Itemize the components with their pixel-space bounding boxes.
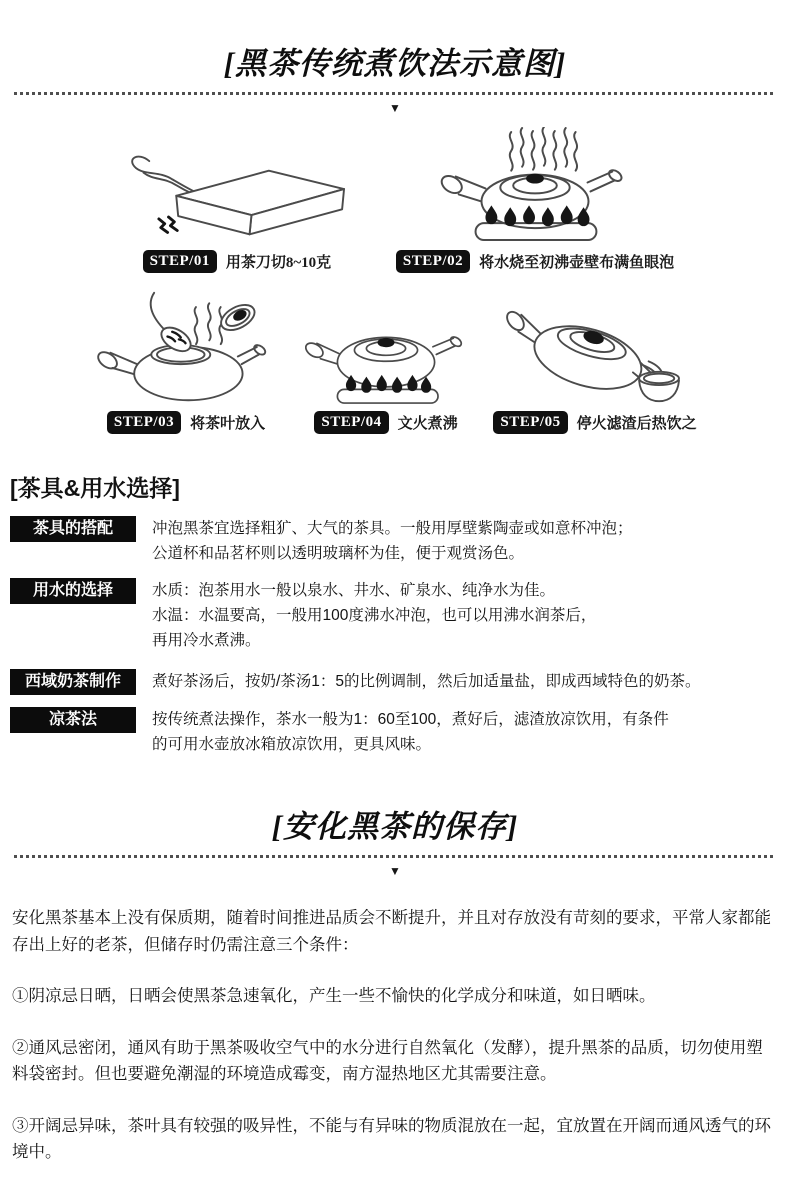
storage-section [0,809,790,1200]
teaware-badge-water: 用水的选择 [10,578,136,604]
teaware-badge-pairing: 茶具的搭配 [10,516,136,542]
text-line: 水温：水温要高，一般用100度沸水冲泡，也可以用沸水润茶后， [152,607,597,624]
floating-lid [217,300,259,335]
step-1-caption: 用茶刀切8~10克 [225,255,332,271]
brewing-section [0,46,790,434]
step-3-badge: STEP/03 [107,411,181,434]
kettle-boiling-on-stove-illustration [426,127,644,244]
text-line: 冲泡黑茶宜选择粗犷、大气的茶具。一般用厚壁紫陶壶或如意杯冲泡； [152,520,633,537]
dotted-divider [14,855,776,858]
teaware-row-water [0,578,790,653]
steps-row-2 [0,289,790,434]
text-line: 水质：泡茶用水一般以泉水、井水、矿泉水、纯净水为佳。 [152,582,556,599]
step-5-badge: STEP/05 [493,411,567,434]
text-line: 按传统煮法操作，茶水一般为1：60至100，煮好后，滤渣放凉饮用，有条件 [152,711,669,728]
storage-section-title: [安化黑茶的保存] [271,809,519,844]
teaware-text-cold-tea [152,707,669,757]
step-4-badge: STEP/04 [314,411,388,434]
step-1 [116,136,358,273]
storage-paragraph-intro: 安化黑茶基本上没有保质期，随着时间推进品质会不断提升，并且对存放没有苛刻的要求，平常人家都能存出上好的老茶，但储存时仍需注意三个条件： [12,909,771,954]
step-4-label [314,411,457,434]
text-line: 煮好茶汤后，按奶/茶汤1：5的比例调制，然后加适量盐，即成西域特色的奶茶。 [152,673,701,690]
step-2 [396,127,674,273]
step-2-caption: 将水烧至初沸壶壁布满鱼眼泡 [479,255,675,271]
teaware-badge-milk-tea: 西域奶茶制作 [10,669,136,695]
step-5 [493,293,697,434]
teaware-section [0,474,790,757]
step-1-label [143,250,332,273]
step-2-badge: STEP/02 [396,250,470,273]
tilted-teapot [493,305,660,403]
text-line: 再用冷水煮沸。 [152,632,261,649]
teapot-pouring-into-cup-illustration [493,293,697,405]
step-5-caption: 停火滤渣后热饮之 [576,416,697,432]
teaware-text-milk-tea [152,669,701,694]
step-2-label [396,250,674,273]
teaware-text-water [152,578,596,653]
storage-paragraph-3: ③开阔忌异味，茶叶具有较强的吸异性，不能与有异味的物质混放在一起，宜放置在开阔而通风透气的环境中。 [12,1116,771,1161]
teaware-row-milk-tea [0,669,790,695]
tea-brick-and-knife-illustration [116,136,358,244]
step-3-caption: 将茶叶放入 [190,416,266,432]
step-1-badge: STEP/01 [143,250,217,273]
down-arrow-icon: ▼ [389,864,401,878]
teaware-text-pairing [152,516,633,566]
storage-paragraph-2: ②通风忌密闭，通风有助于黑茶吸收空气中的水分进行自然氧化（发酵），提升黑茶的品质，切勿使用塑料袋密封。但也要避免潮湿的环境造成霉变，南方湿热地区尤其需要注意。 [12,1038,763,1083]
text-line: 的可用水壶放冰箱放凉饮用，更具风味。 [152,736,432,753]
step-3 [93,289,279,434]
teapot-simmering-on-stove-illustration [305,309,467,405]
steps-row-1 [0,127,790,273]
teaware-row-pairing [0,516,790,566]
down-arrow-icon: ▼ [389,101,401,115]
brewing-section-title: [黑茶传统煮饮法示意图] [223,46,567,81]
step-5-label [493,411,696,434]
step-4-caption: 文火煮沸 [397,416,458,432]
spoon-adding-tea-leaves-illustration [93,289,279,405]
step-4 [305,309,467,434]
teaware-badge-cold-tea: 凉茶法 [10,707,136,733]
dotted-divider [14,92,776,95]
step-3-label [107,411,265,434]
teaware-row-cold-tea [0,707,790,757]
storage-paragraph-1: ①阴凉忌日晒，日晒会使黑茶急速氧化，产生一些不愉快的化学成分和味道，如日晒味。 [12,987,656,1005]
text-line: 公道杯和品茗杯则以透明玻璃杯为佳，便于观赏汤色。 [152,545,525,562]
teaware-section-heading: [茶具&用水选择] [10,475,180,501]
